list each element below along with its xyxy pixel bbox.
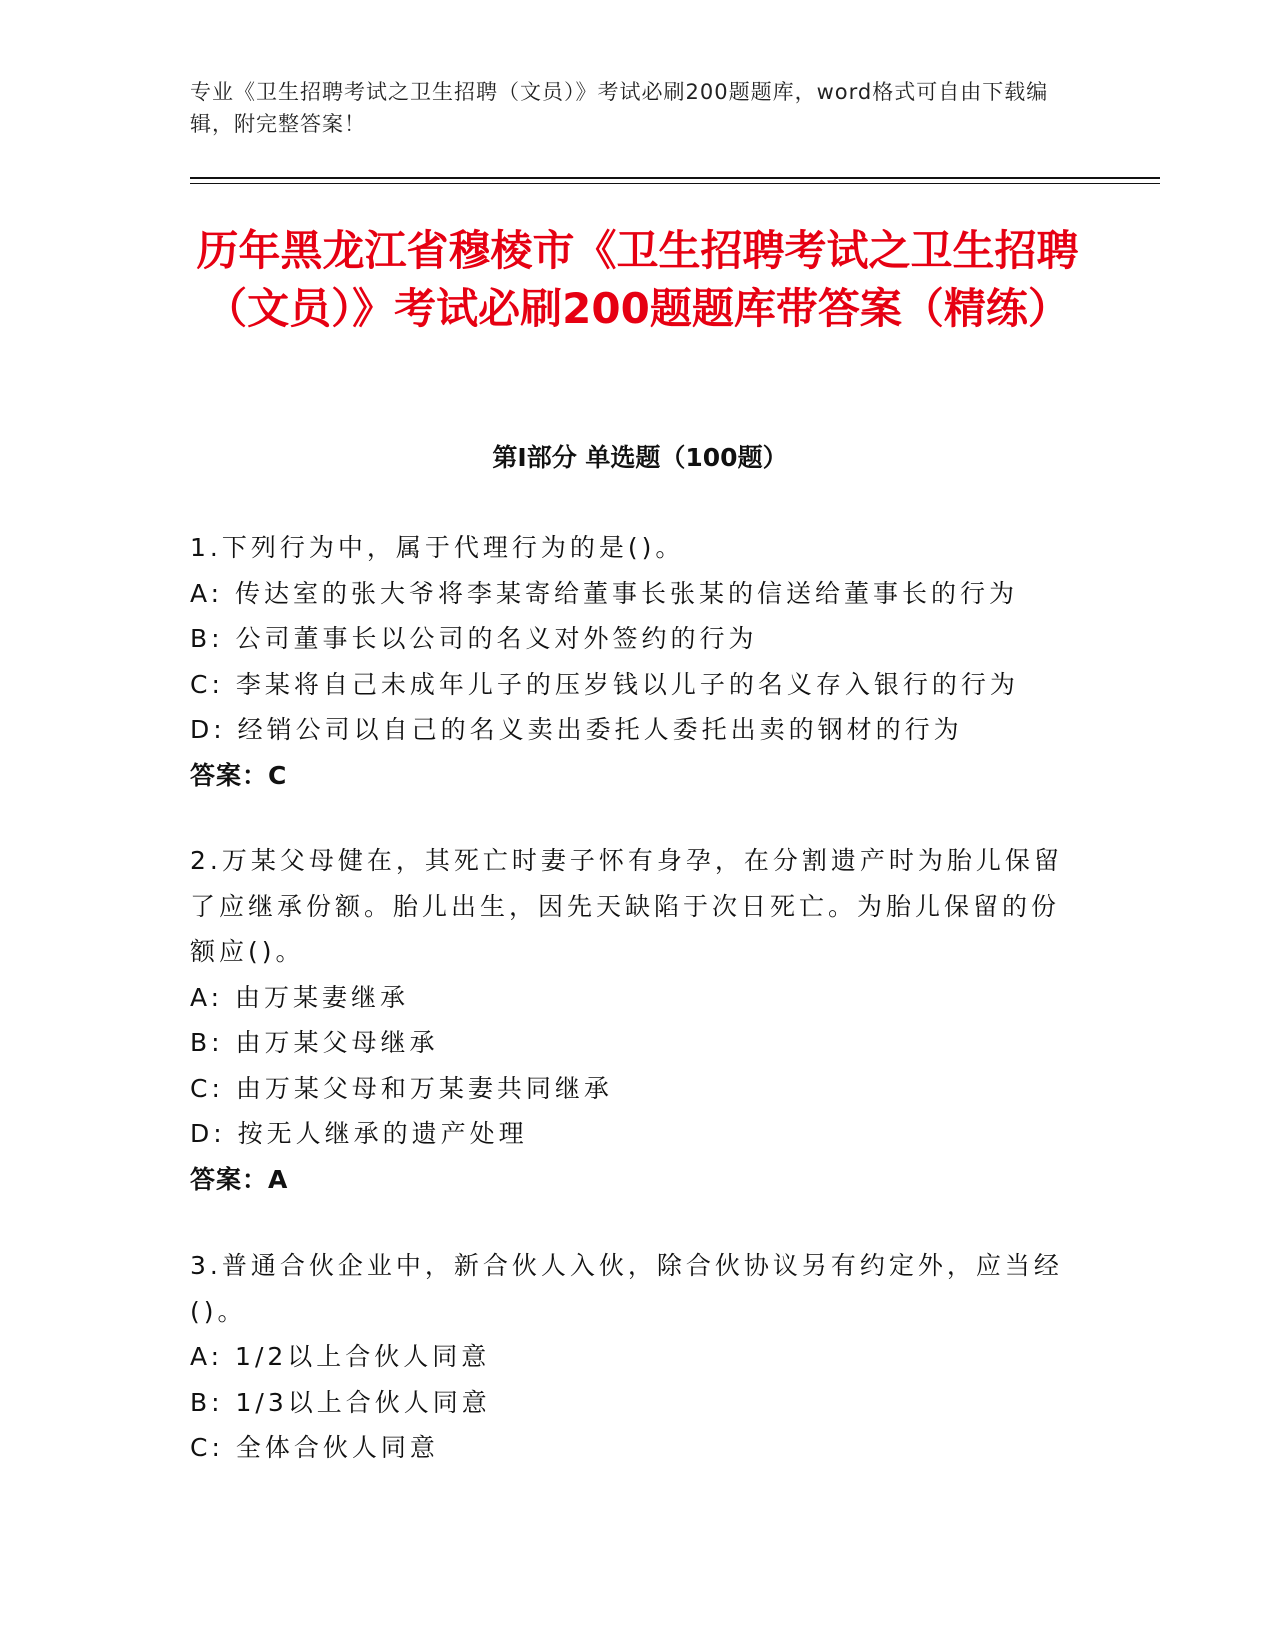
option-a: A: 由万某妻继承 (190, 982, 410, 1012)
option-b: B: 公司董事长以公司的名义对外签约的行为 (190, 624, 758, 653)
header-divider-thick (190, 177, 1160, 179)
answer: 答案：C (190, 760, 288, 790)
option-c: C: 李某将自己未成年儿子的压岁钱以儿子的名义存入银行的行为 (190, 669, 1019, 699)
question-stem: 3.普通合伙企业中，新合伙人入伙，除合伙协议另有约定外，应当经()。 (190, 1251, 1063, 1326)
option-b: B: 1/3以上合伙人同意 (190, 1387, 491, 1417)
question-1 (190, 525, 1070, 798)
question-3 (190, 1243, 1070, 1471)
option-b: B: 由万某父母继承 (190, 1028, 439, 1057)
question-stem: 1.下列行为中，属于代理行为的是()。 (190, 533, 685, 562)
document-title: 历年黑龙江省穆棱市《卫生招聘考试之卫生招聘（文员）》考试必刷200题题库带答案（精练） (196, 226, 1079, 333)
question-stem: 2.万某父母健在，其死亡时妻子怀有身孕，在分割遗产时为胎儿保留了应继承份额。胎儿出生，因先天缺陷于次日死亡。为胎儿保留的份额应()。 (190, 846, 1063, 966)
option-c: C: 全体合伙人同意 (190, 1433, 439, 1462)
question-2 (190, 838, 1070, 1202)
option-d: D: 按无人继承的遗产处理 (190, 1119, 528, 1148)
header-divider-thin (190, 183, 1160, 184)
header-note: 专业《卫生招聘考试之卫生招聘（文员）》考试必刷200题题库，word格式可自由下载编辑，附完整答案！ (190, 80, 1049, 136)
option-a: A: 1/2以上合伙人同意 (190, 1342, 491, 1371)
option-d: D: 经销公司以自己的名义卖出委托人委托出卖的钢材的行为 (190, 715, 963, 744)
answer: 答案：A (190, 1164, 289, 1194)
section-title: 第Ⅰ部分 单选题（100题） (492, 443, 788, 472)
option-c: C: 由万某父母和万某妻共同继承 (190, 1073, 613, 1103)
option-a: A: 传达室的张大爷将李某寄给董事长张某的信送给董事长的行为 (190, 578, 1019, 608)
